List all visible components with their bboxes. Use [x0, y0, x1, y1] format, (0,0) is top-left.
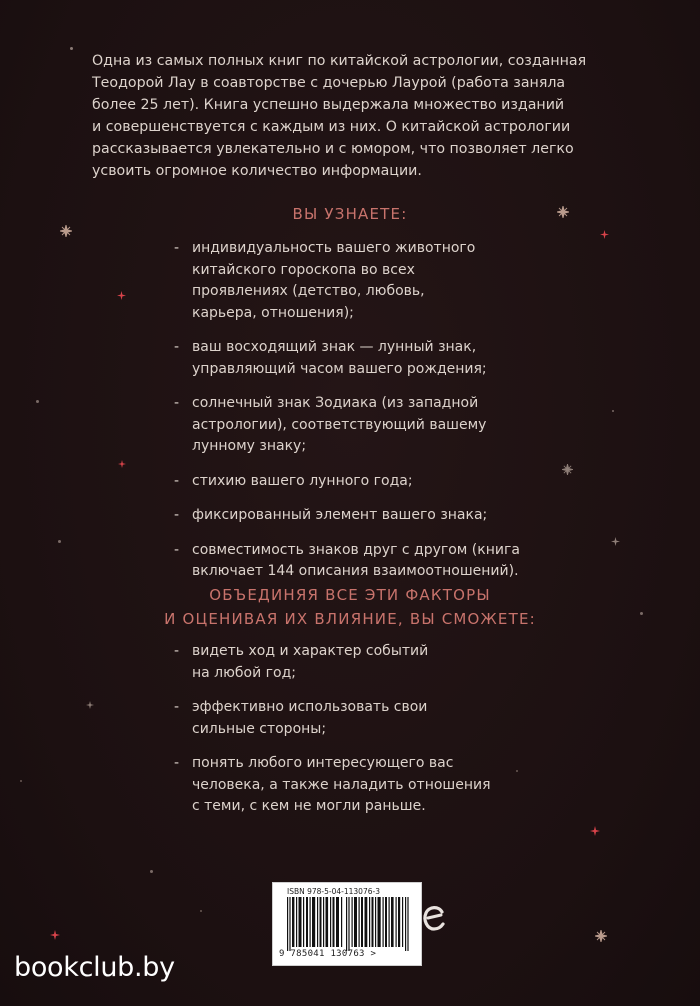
watermark-text: bookclub.by [14, 952, 175, 983]
list-item: - понять любого интересующего вас человека, а также наладить отношения с теми, с кем не могли раньше. [174, 755, 491, 814]
star-dot [516, 770, 518, 772]
list-item: - ваш восходящий знак — лунный знак, управляющий часом вашего рождения; [174, 339, 487, 377]
intro-line: и совершенствуется с каждым из них. О китайской астрологии [92, 119, 571, 135]
intro-line: Теодорой Лау в соавторстве с дочерью Лаурой (работа заняла [92, 75, 566, 91]
intro-paragraph [92, 50, 632, 182]
list-item: - солнечный знак Зодиака (из западной астрологии), соответствующий вашему лунному знаку; [174, 395, 487, 454]
star-icon [117, 291, 126, 300]
star-icon [557, 206, 569, 218]
star-dot [612, 410, 614, 412]
barcode-bars [287, 897, 409, 951]
list-item: - совместимость знаков друг с другом (книга включает 144 описания взаимоотношений). [174, 541, 520, 579]
section2-heading: ОБЪЕДИНЯЯ ВСЕ ЭТИ ФАКТОРЫ И ОЦЕНИВАЯ ИХ ВЛИЯНИЕ, ВЫ СМОЖЕТЕ: [164, 586, 536, 628]
list-item: - фиксированный элемент вашего знака; [174, 505, 574, 527]
star-icon [118, 460, 126, 468]
publisher-logo-icon [420, 902, 448, 934]
list-marker: - [174, 339, 180, 355]
star-dot [58, 540, 61, 543]
star-dot [36, 400, 39, 403]
list-item: - индивидуальность вашего животного китайского гороскопа во всех проявлениях (детство, любовь, карьера, отношения); [174, 240, 476, 321]
section1-list [174, 238, 574, 596]
star-dot [70, 47, 73, 50]
star-dot [150, 870, 153, 873]
star-icon [590, 826, 600, 836]
list-marker: - [174, 240, 180, 256]
star-dot [640, 612, 643, 615]
list-marker: - [174, 643, 180, 659]
star-icon [50, 930, 60, 940]
star-dot [200, 910, 202, 912]
isbn-label: ISBN 978-5-04-113076-3 [287, 887, 380, 896]
star-icon [60, 225, 72, 237]
list-item: - видеть ход и характер событий на любой год; [174, 643, 429, 681]
list-marker: - [174, 755, 180, 771]
star-icon [611, 537, 620, 546]
barcode [272, 882, 422, 966]
list-item: - стихию вашего лунного года; [174, 471, 574, 493]
list-marker: - [174, 507, 180, 523]
list-marker: - [174, 395, 180, 411]
intro-line: более 25 лет). Книга успешно выдержала множество изданий [92, 97, 565, 113]
star-icon [86, 701, 94, 709]
intro-line: рассказывается увлекательно и с юмором, что позволяет легко [92, 141, 574, 157]
star-icon [562, 464, 573, 475]
section1-heading: ВЫ УЗНАЕТЕ: [292, 205, 408, 223]
star-dot [20, 780, 22, 782]
barcode-digits: 9 785041 130763 > [279, 949, 377, 959]
list-marker: - [174, 699, 180, 715]
list-item: - эффективно использовать свои сильные стороны; [174, 699, 428, 737]
intro-line: Одна из самых полных книг по китайской астрологии, созданная [92, 53, 587, 69]
star-icon [600, 230, 609, 239]
section2-list [174, 641, 574, 831]
intro-line: усвоить огромное количество информации. [92, 163, 422, 179]
list-marker: - [174, 472, 180, 489]
star-icon [595, 930, 607, 942]
list-marker: - [174, 541, 180, 558]
